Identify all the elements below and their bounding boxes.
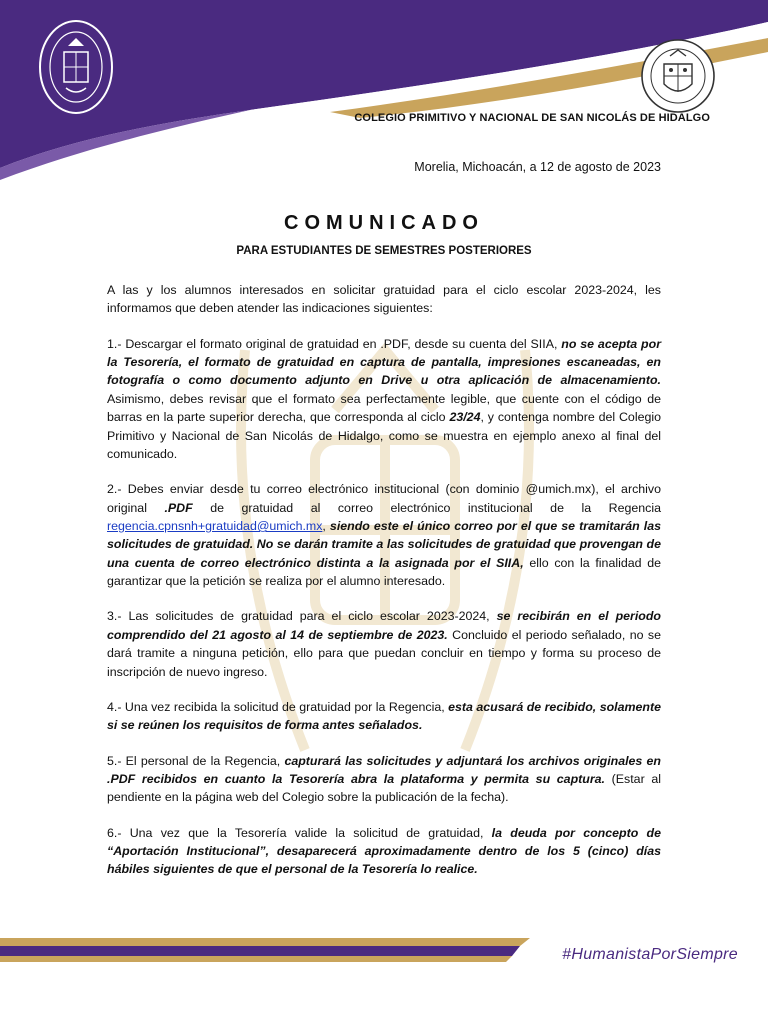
item-2-text-3: ello con la finalidad de garantizar que la petición se realiza por el alumno interesado.	[107, 555, 661, 589]
footer-hashtag: #HumanistaPorSiempre	[562, 946, 738, 963]
item-3-text-2: Concluido el periodo señalado, no se dará tramite a ninguna petición, ello para que puedan concluir en tiempo y forma su proceso de inscripción de nuevo ingreso.	[107, 627, 661, 679]
page-title: COMUNICADO	[284, 212, 484, 234]
item-1-emphasis: no se acepta por la Tesorería, el formato de gratuidad en captura de pantalla, impresiones escaneadas, en fotografía o como documento adjunto en Drive u otra aplicación de almacenamiento.	[107, 336, 662, 388]
item-6-text: 6.- Una vez que la Tesorería valide la solicitud de gratuidad,	[107, 825, 492, 840]
item-5-text: 5.- El personal de la Regencia,	[107, 753, 285, 768]
item-2-text: 2.- Debes enviar desde tu correo electrónico institucional (con dominio @umich.mx), el archivo original	[107, 482, 661, 515]
regencia-email-link[interactable]: regencia.cpnsnh+gratuidad@umich.mx	[107, 519, 323, 534]
item-2-comma: ,	[322, 519, 330, 534]
college-name: COLEGIO PRIMITIVO Y NACIONAL DE SAN NICOLÁS DE HIDALGO	[354, 112, 710, 124]
item-2-emphasis: siendo este el único correo por el que se tramitarán las solicitudes de gratuidad. No se darán tramite a las solicitudes de gratuidad que provengan de una cuenta de correo electrónico distinta a la asignada por el SIIA,	[107, 519, 661, 570]
university-seal-icon	[38, 18, 114, 116]
item-6-emphasis: la deuda por concepto de “Aportación Institucional”, desaparecerá aproximadamente dentro de los 5 (cinco) días hábiles siguientes de que el personal de la Tesorería lo realice.	[107, 825, 661, 877]
item-3-text: 3.- Las solicitudes de gratuidad para el ciclo escolar 2023-2024,	[107, 609, 497, 624]
item-5	[107, 752, 661, 807]
item-6	[107, 824, 661, 879]
item-1-text: 1.- Descargar el formato original de gratuidad en .PDF, desde su cuenta del SIIA,	[107, 336, 562, 351]
page-subtitle: PARA ESTUDIANTES DE SEMESTRES POSTERIORES	[236, 245, 532, 257]
item-2	[107, 480, 661, 590]
item-1-text-2: Asimismo, debes revisar que el formato sea perfectamente legible, que cuente con el código de barras en la parte superior derecha, que corresponda al ciclo	[107, 391, 661, 425]
item-3-emphasis: se recibirán en el periodo comprendido del 21 agosto al 14 de septiembre de 2023.	[107, 609, 661, 642]
item-2-text-2: de gratuidad al correo electrónico institucional de la Regencia	[192, 500, 661, 515]
communique-body	[107, 281, 661, 896]
intro-paragraph: A las y los alumnos interesados en solicitar gratuidad para el ciclo escolar 2023-2024, les informamos que deben atender las indicaciones siguientes:	[107, 283, 661, 316]
item-5-emphasis: capturará las solicitudes y adjuntará los archivos originales en .PDF recibidos en cuanto la Tesorería abra la plataforma y permita su captura.	[107, 753, 661, 786]
item-4	[107, 698, 661, 735]
item-1	[107, 335, 661, 464]
item-5-text-2: (Estar al pendiente en la página web del Colegio sobre la publicación de la fecha).	[107, 771, 661, 805]
item-2-pdf: .PDF	[164, 500, 193, 515]
item-3	[107, 607, 661, 681]
item-1-text-3: , y contenga nombre del Colegio Primitivo y Nacional de San Nicolás de Hidalgo, como se muestra en ejemplo anexo al final del comunicado.	[107, 410, 661, 462]
dateline: Morelia, Michoacán, a 12 de agosto de 2023	[414, 160, 661, 174]
item-4-emphasis: esta acusará de recibido, solamente si se reúnen los requisitos de forma antes señalados.	[107, 699, 661, 733]
item-1-cycle: 23/24	[449, 410, 481, 425]
item-4-text: 4.- Una vez recibida la solicitud de gratuidad por la Regencia,	[107, 699, 449, 714]
college-seal-icon	[640, 38, 716, 114]
